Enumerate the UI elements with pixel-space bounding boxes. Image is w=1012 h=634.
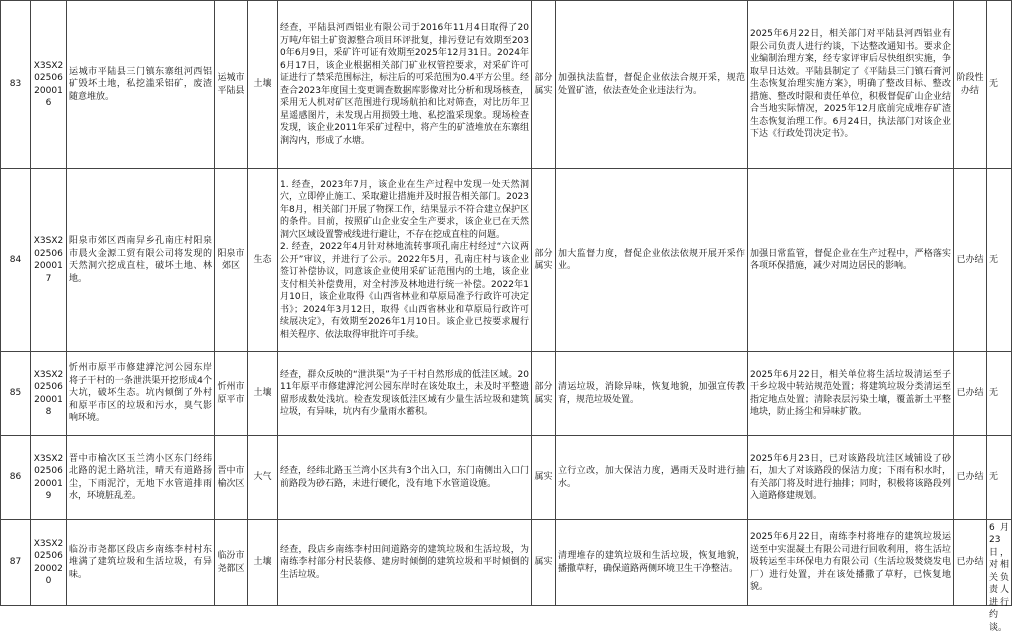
row-number-cell: [1, 352, 31, 436]
investigation-text: 1. 经查，2023年7月，该企业在生产过程中发现一处天然洞穴，立即停止施工、采取避让措施并及时报告相关部门。2023年8月，相关部门开展了物探工作，结果显示不符合建立保护区的条件。目前，按照矿山企业安全生产要求，该企业已在天然洞穴区域设置警戒线进行避让，不存在挖成直柱的问题。 2. 经查，2022年4月针对林地流转事项孔南庄村经过“六议两公开”审议，并进行了公示。2022年5月，孔南庄村与该企业签订补偿协议，同意该企业使用采矿证范围内的土地，该企业支付相关补偿费用，对全村涉及林地进行统一补偿。2022年1月10日，该企业取得《山西省林业和草原局准予行政许可决定书》；2024年3月12日，取得《山西省林业和草原局行政许可续展决定》，有效期至2026年1月10日。该企业已按要求履行相关程序、依法取得审批许可手续。: [280, 179, 529, 340]
region-cell: [215, 1, 248, 169]
region-cell: [215, 352, 248, 436]
row-number: 86: [9, 472, 22, 483]
region: 忻州市原平市: [217, 382, 245, 405]
issue-text: 运城市平陆县三门镇东寨组河西铝矿毁坏土地，私挖滥采铝矿，废渣随意堆放。: [69, 66, 212, 102]
region-cell: [215, 169, 248, 352]
issue-text: 阳泉市郊区西南舁乡孔南庄村阳泉市晨火金源工贸有限公司将发现的天然洞穴挖成直柱，破坏土地、林地。: [69, 236, 212, 284]
issue-text-cell: [67, 1, 215, 169]
region-cell: [215, 436, 248, 520]
pollution-type-cell: [248, 520, 278, 606]
investigation-text-cell: [278, 352, 532, 436]
row-number-cell: [1, 169, 31, 352]
issue-text: 忻州市原平市修建滹沱河公园东岸将子干村的一条泄洪渠开挖形成4个大坑，破坏生态。坑内倾倒了外村和原平市区的垃圾和污水，臭气影响环境。: [69, 363, 212, 424]
measures-text: 清理堆存的建筑垃圾和生活垃圾，恢复地貌，播撒草籽，确保道路两侧环境卫生干净整洁。: [558, 551, 745, 574]
row-number: 83: [9, 79, 22, 90]
accountability: 无: [989, 79, 999, 90]
accountability-cell: [987, 520, 1012, 633]
result-text-cell: [748, 520, 954, 606]
result-text-cell: [748, 352, 954, 436]
issue-text-cell: [67, 436, 215, 520]
measures-text-cell: [556, 520, 748, 606]
status-cell: [954, 1, 987, 169]
pollution-type: 生态: [253, 254, 272, 265]
accountability-cell: [987, 352, 1012, 436]
measures-text-cell: [556, 436, 748, 520]
measures-text-cell: [556, 352, 748, 436]
status: 已办结: [956, 472, 984, 483]
measures-text-cell: [556, 169, 748, 352]
verdict-cell: [532, 352, 556, 436]
measures-text: 立行立改，加大保洁力度，遇雨天及时进行抽水。: [558, 466, 745, 489]
region: 临汾市尧都区: [217, 551, 245, 574]
case-code: X3SX202506200016: [33, 60, 64, 108]
verdict-cell: [532, 520, 556, 606]
accountability-cell: [987, 436, 1012, 520]
case-code-cell: [31, 169, 67, 352]
row-number: 84: [9, 254, 22, 265]
verdict-cell: [532, 436, 556, 520]
status-cell: [954, 520, 987, 606]
investigation-text: 经查，群众反映的“泄洪渠”为子干村自然形成的低洼区域。2011年原平市修建滹沱河公园东岸时在该处取土，未及时平整遗留形成数处浅坑。检查发现该低洼区域有少量生活垃圾和建筑垃圾，有异味，坑内有少量雨水蓄积。: [280, 369, 529, 417]
pollution-type-cell: [248, 169, 278, 352]
issue-text: 临汾市尧都区段店乡南练李村村东堆满了建筑垃圾和生活垃圾，有异味。: [69, 544, 212, 580]
measures-text: 清运垃圾，消除异味，恢复地貌，加强宣传教育，规范垃圾处置。: [558, 382, 745, 405]
status: 已办结: [956, 254, 984, 265]
status: 已办结: [956, 557, 984, 568]
case-code: X3SX202506200017: [33, 236, 64, 284]
pollution-type: 土壤: [253, 388, 272, 399]
measures-text-cell: [556, 1, 748, 169]
case-code: X3SX202506200018: [33, 369, 64, 417]
result-text-cell: [748, 1, 954, 169]
pollution-type: 土壤: [253, 557, 272, 568]
case-code: X3SX202506200019: [33, 453, 64, 501]
pollution-type-cell: [248, 1, 278, 169]
status-cell: [954, 169, 987, 352]
accountability: 无: [989, 472, 999, 483]
investigation-text: 经查，经纬北路玉兰湾小区共有3个出入口，东门南侧出入口门前路段为砂石路，未进行硬化，没有地下水管道设施。: [280, 466, 529, 489]
row-number: 87: [9, 557, 22, 568]
table-row: [1, 436, 1012, 520]
investigation-text-cell: [278, 1, 532, 169]
row-number-cell: [1, 520, 31, 606]
verdict-cell: [532, 169, 556, 352]
pollution-type: 大气: [253, 472, 272, 483]
region: 运城市平陆县: [217, 73, 245, 96]
accountability: 无: [989, 388, 999, 399]
table-row: [1, 352, 1012, 436]
verdict: 属实: [534, 557, 553, 568]
investigation-text-cell: [278, 436, 532, 520]
measures-text: 加大监督力度，督促企业依法依规开展开采作业。: [558, 248, 745, 271]
investigation-text: 经查，段店乡南练李村田间道路旁的建筑垃圾和生活垃圾，为南练李村部分村民装修、建房时倾倒的建筑垃圾和平时倾倒的生活垃圾。: [280, 544, 529, 580]
table-row: [1, 169, 1012, 352]
case-code-cell: [31, 520, 67, 606]
issue-text-cell: [67, 352, 215, 436]
status-cell: [954, 352, 987, 436]
measures-text: 加强执法监督，督促企业依法合规开采，规范处置矿渣，依法查处企业违法行为。: [558, 73, 745, 96]
table-row: [1, 1, 1012, 169]
result-text: 2025年6月22日，相关单位将生活垃圾清运至子干乡垃圾中转站规范处置；将建筑垃圾分类清运至指定地点处置；清除表层污染土壤，覆盖新土平整地块，防止扬尘和异味扩散。: [750, 369, 951, 417]
investigation-text: 经查，平陆县河西铝业有限公司于2016年11月4日取得了20万吨/年铝土矿资源整合项目环评批复，排污登记有效期至2030年6月9日，采矿许可证有效期至2025年12月31日。2024年6月17日，该企业根据相关部门矿业权管控要求，对采矿许可证进行了禁采范围标注，标注后的可采范围为0.4平方公里。经查合2023年度国土变更调查数据库影像对比分析和现场核查，采用无人机对矿区范围进行现场航拍和比对筛查，对比历年卫星遥感图片，未发现占用损毁土地、私挖滥采现象。现场检查发现，该企业2011年采矿过程中，将产生的矿渣堆放在东寨组涧沟内，形成了水塘。: [280, 23, 529, 146]
region-cell: [215, 520, 248, 606]
case-code: X3SX202506200020: [33, 538, 64, 586]
investigation-text-cell: [278, 169, 532, 352]
result-text: 2025年6月22日，南练李村将堆存的建筑垃圾运送至中实混凝土有限公司进行回收利用，将生活垃圾转运至丰环保电力有限公司（生活垃圾焚烧发电厂）进行处置，并在该处播撒了草籽，已恢复地貌。: [750, 532, 951, 593]
accountability-cell: [987, 1, 1012, 169]
table-body: [1, 1, 1012, 633]
accountability: 无: [989, 254, 999, 265]
case-code-cell: [31, 352, 67, 436]
issue-text-cell: [67, 520, 215, 606]
row-number: 85: [9, 388, 22, 399]
row-number-cell: [1, 436, 31, 520]
case-code-cell: [31, 1, 67, 169]
investigation-text-cell: [278, 520, 532, 606]
status: 阶段性办结: [956, 73, 984, 96]
status-cell: [954, 436, 987, 520]
result-text-cell: [748, 436, 954, 520]
region: 阳泉市郊区: [217, 248, 245, 271]
accountability-cell: [987, 169, 1012, 352]
pollution-type-cell: [248, 436, 278, 520]
verdict-cell: [532, 1, 556, 169]
accountability: 6月23日，对相关负责人进行约谈。: [989, 522, 1009, 633]
case-code-cell: [31, 436, 67, 520]
issue-text: 晋中市榆次区玉兰湾小区东门经纬北路的泥土路坑洼，晴天有道路扬尘，下雨泥泞，无地下水管道排雨水，环境脏乱差。: [69, 453, 212, 501]
result-text: 2025年6月22日，相关部门对平陆县河西铝业有限公司负责人进行约谈，下达整改通知书。要求企业编制治理方案，经专家评审后尽快组织实施，争取早日达效。平陆县制定了《平陆县三门镇石膏河生态恢复治理实施方案》，明确了整改目标、整改措施、整改时限和责任单位，积极督促矿山企业结合当地实际情况，2025年12月底前完成堆存矿渣生态恢复治理工作。6月24日，执法部门对该企业下达《行政处罚决定书》。: [750, 29, 951, 140]
verdict: 部分属实: [534, 382, 553, 405]
issue-text-cell: [67, 169, 215, 352]
region: 晋中市榆次区: [217, 466, 245, 489]
result-text: 2025年6月23日，已对该路段坑洼区域铺设了砂石，加大了对该路段的保洁力度；下雨有积水时，有关部门将及时进行抽排；同时，积极将该路段列入道路修建规划。: [750, 453, 951, 501]
verdict: 属实: [534, 472, 553, 483]
row-number-cell: [1, 1, 31, 169]
pollution-type-cell: [248, 352, 278, 436]
verdict: 部分属实: [534, 248, 553, 271]
result-text-cell: [748, 169, 954, 352]
verdict: 部分属实: [534, 73, 553, 96]
table-row: [1, 520, 1012, 606]
status: 已办结: [956, 388, 984, 399]
pollution-type: 土壤: [253, 79, 272, 90]
result-text: 加强日常监管，督促企业在生产过程中，严格落实各项环保措施，减少对周边居民的影响。: [750, 248, 951, 271]
